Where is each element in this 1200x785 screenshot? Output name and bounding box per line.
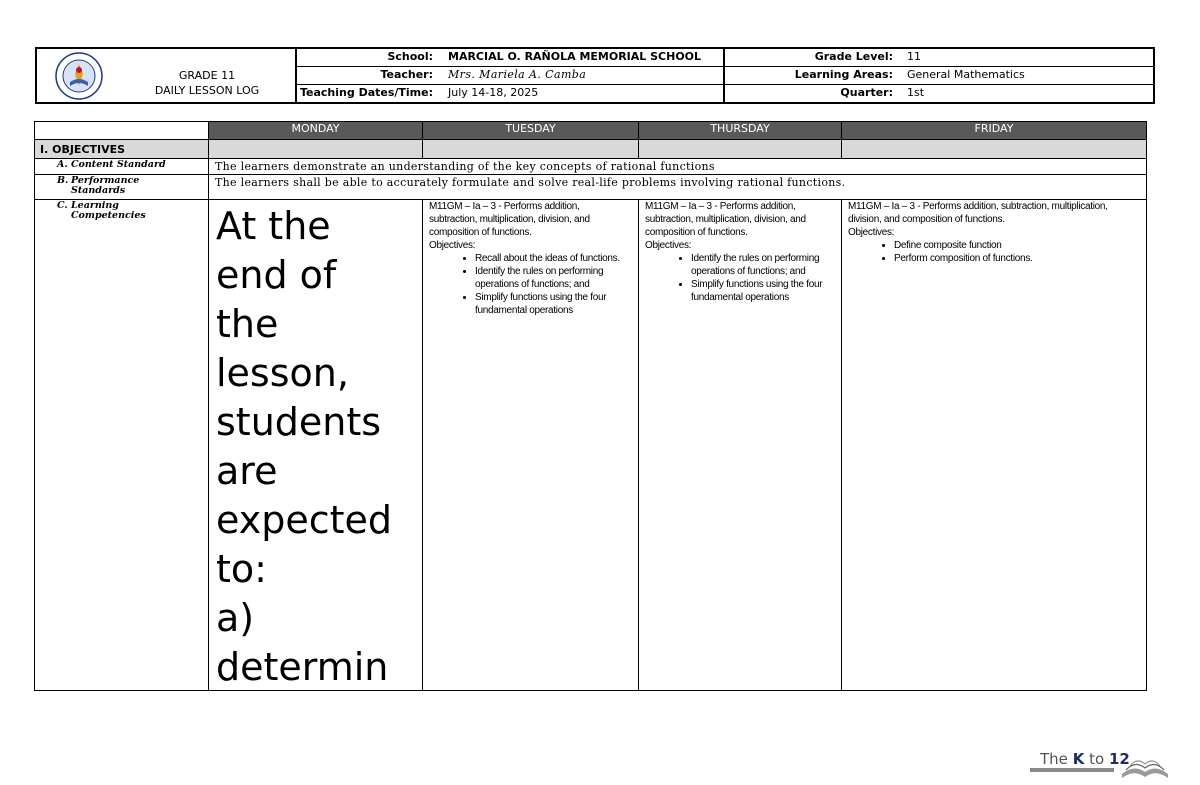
- learning-areas-value: General Mathematics: [907, 68, 1025, 81]
- teacher-value: Mrs. Mariela A. Camba: [448, 68, 587, 81]
- objectives-list: [848, 239, 1142, 265]
- header-row-dates: [295, 85, 1153, 102]
- teacher-label: Teacher:: [380, 68, 433, 81]
- grade-title: [137, 68, 277, 98]
- friday-competencies-text: [842, 200, 1146, 265]
- learning-competencies-label-cell: [35, 200, 209, 691]
- competency-line: M11GM – Ia – 3 - Performs addition, subtraction, multiplication,: [848, 201, 1108, 212]
- learning-competencies-row: [35, 200, 1147, 691]
- objectives-label: Objectives:: [645, 240, 692, 251]
- k12-logo-bar: [1030, 768, 1114, 772]
- competency-line: composition of functions.: [429, 227, 532, 238]
- content-standard-text: The learners demonstrate an understanding of the key concepts of rational functions: [215, 160, 715, 173]
- monday-competencies-cell: [209, 200, 423, 691]
- performance-standards-label-cell: [35, 175, 209, 200]
- monday-line: are: [216, 449, 278, 493]
- friday-competencies-cell: [842, 200, 1147, 691]
- competency-line: M11GM – Ia – 3 - Performs addition,: [645, 201, 796, 212]
- grade-title-line2: DAILY LESSON LOG: [154, 84, 260, 97]
- content-standard-label: A. Content Standard: [57, 159, 166, 170]
- day-header-thursday: THURSDAY: [639, 122, 842, 140]
- tuesday-competencies-text: [423, 200, 638, 317]
- performance-standards-text: The learners shall be able to accurately formulate and solve real-life problems involving rational functions.: [215, 176, 846, 189]
- dates-label: Teaching Dates/Time:: [299, 86, 433, 99]
- header-divider: [723, 85, 725, 102]
- competency-line: division, and composition of functions.: [848, 214, 1005, 225]
- objectives-label: Objectives:: [429, 240, 476, 251]
- performance-standards-label: B. Performance Standards: [57, 175, 140, 196]
- objectives-heading: I. OBJECTIVES: [35, 140, 209, 159]
- k12-logo: The K to 12: [1040, 750, 1130, 768]
- monday-line: expected: [216, 498, 392, 542]
- learning-areas-label: Learning Areas:: [794, 68, 893, 81]
- grade-title-line1: GRADE 11: [178, 69, 236, 82]
- corner-cell: [35, 122, 209, 140]
- grade-level-value: 11: [907, 50, 921, 63]
- school-label: School:: [387, 50, 433, 63]
- monday-line: lesson,: [216, 351, 349, 395]
- thursday-competencies-cell: [639, 200, 842, 691]
- monday-line: students: [216, 400, 382, 444]
- objectives-label: Objectives:: [848, 227, 895, 238]
- objective-item: • Recall about the ideas of functions.: [475, 252, 634, 265]
- performance-standards-row: [35, 175, 1147, 200]
- thursday-competencies-text: [639, 200, 841, 304]
- performance-standards-cell: [209, 175, 1147, 200]
- header-row-school: [295, 49, 1153, 67]
- days-header-row: [35, 122, 1147, 140]
- content-standard-label-cell: [35, 159, 209, 175]
- content-standard-cell: [209, 159, 1147, 175]
- quarter-label: Quarter:: [840, 86, 893, 99]
- monday-competencies-text: [209, 200, 422, 688]
- day-header-monday: MONDAY: [209, 122, 423, 140]
- header-row-teacher: [295, 67, 1153, 85]
- monday-line: the: [216, 302, 279, 346]
- open-book-icon: [1120, 752, 1170, 782]
- deped-seal-icon: [55, 52, 103, 100]
- monday-line: At the: [216, 204, 331, 248]
- objective-item: • Simplify functions using the four fundamental operations: [691, 278, 837, 304]
- header-logo-cell: [37, 49, 297, 102]
- tuesday-competencies-cell: [423, 200, 639, 691]
- objective-item: • Identify the rules on performing operations of functions; and: [691, 252, 837, 278]
- objectives-list: [429, 252, 634, 317]
- objective-item: • Identify the rules on performing operations of functions; and: [475, 265, 634, 291]
- objectives-cell: [423, 140, 639, 159]
- content-standard-row: [35, 159, 1147, 175]
- objective-item: • Perform composition of functions.: [894, 252, 1142, 265]
- objectives-row: [35, 140, 1147, 159]
- objectives-cell: [639, 140, 842, 159]
- competency-line: subtraction, multiplication, division, and: [429, 214, 590, 225]
- school-value: MARCIAL O. RAÑOLA MEMORIAL SCHOOL: [448, 50, 702, 63]
- monday-line: end of: [216, 253, 337, 297]
- monday-line: determin: [216, 645, 389, 688]
- learning-competencies-label: C. Learning Competencies: [57, 200, 146, 221]
- header-divider: [723, 49, 725, 66]
- monday-line: a): [216, 596, 255, 640]
- competency-line: M11GM – Ia – 3 - Performs addition,: [429, 201, 580, 212]
- dates-value: July 14-18, 2025: [448, 86, 539, 99]
- objectives-cell: [842, 140, 1147, 159]
- quarter-value: 1st: [907, 86, 925, 99]
- objective-item: • Simplify functions using the four fundamental operations: [475, 291, 634, 317]
- header-divider: [723, 67, 725, 84]
- day-header-tuesday: TUESDAY: [423, 122, 639, 140]
- day-header-friday: FRIDAY: [842, 122, 1147, 140]
- grade-level-label: Grade Level:: [814, 50, 893, 63]
- competency-line: composition of functions.: [645, 227, 748, 238]
- monday-line: to:: [216, 547, 267, 591]
- lesson-plan-table: [34, 121, 1147, 691]
- objective-item: • Define composite function: [894, 239, 1142, 252]
- objectives-cell: [209, 140, 423, 159]
- competency-line: subtraction, multiplication, division, and: [645, 214, 806, 225]
- objectives-list: [645, 252, 837, 304]
- lesson-log-header: [35, 47, 1155, 104]
